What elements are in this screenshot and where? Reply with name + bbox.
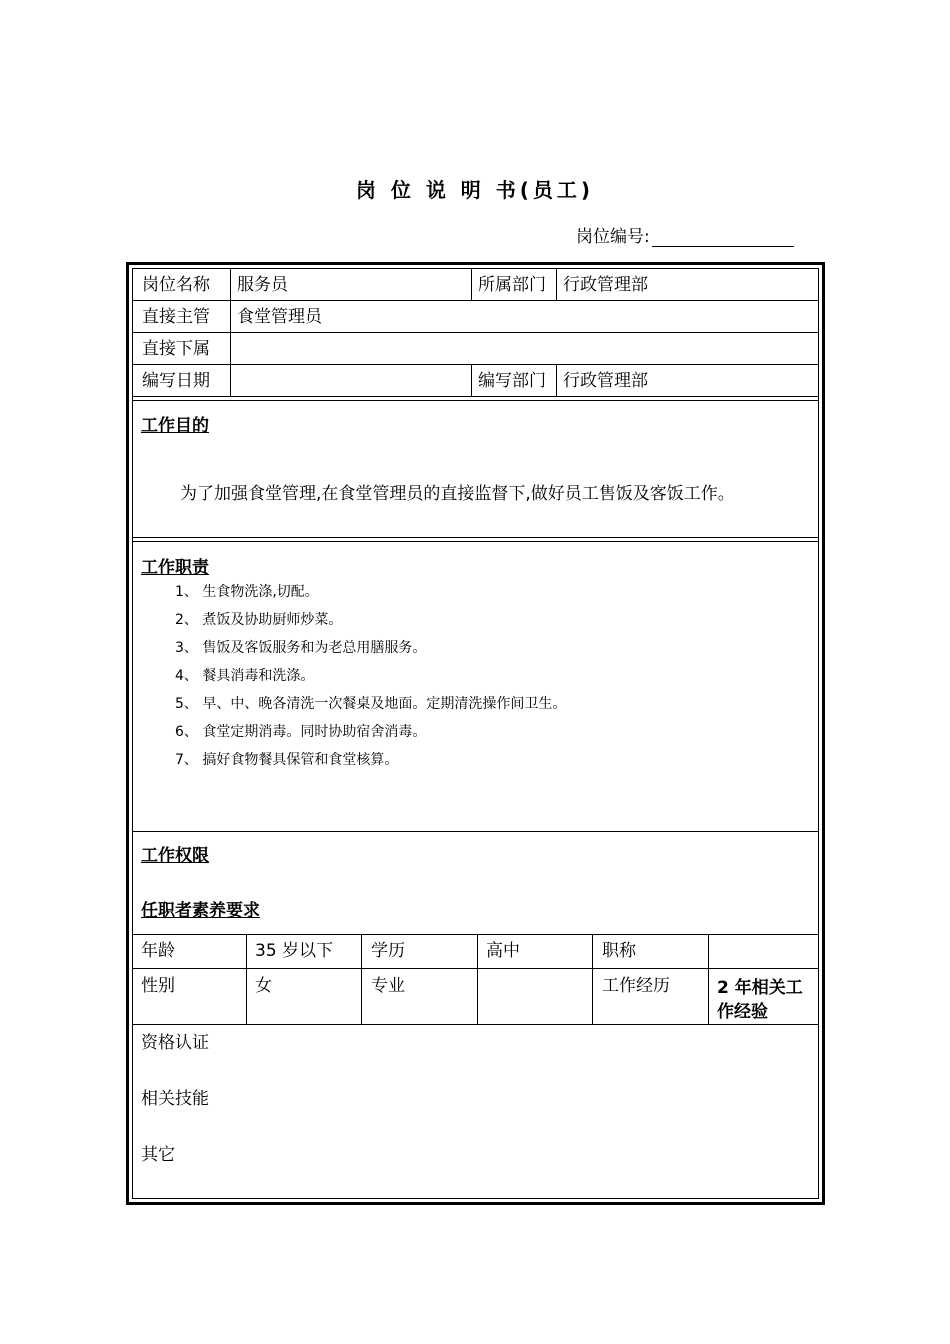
row-divider: [133, 968, 818, 969]
duty-item: 2、 煮饭及协助厨师炒菜。: [175, 612, 343, 628]
row-divider: [133, 364, 818, 365]
duty-item: 6、 食堂定期消毒。同时协助宿舍消毒。: [175, 724, 427, 740]
col-divider: [477, 934, 478, 1024]
section-divider: [133, 396, 818, 401]
col-divider: [361, 934, 362, 1024]
form-inner-border: [132, 268, 819, 1199]
major-label: 专业: [371, 976, 405, 996]
post-number-field: [576, 222, 794, 247]
duty-item: 1、 生食物洗涤,切配。: [175, 584, 319, 600]
col-divider: [556, 269, 557, 300]
duty-item: 5、 早、中、晚各清洗一次餐桌及地面。定期清洗操作间卫生。: [175, 696, 567, 712]
col-divider: [230, 269, 231, 396]
duty-item: 3、 售饭及客饭服务和为老总用膳服务。: [175, 640, 427, 656]
other-label: 其它: [141, 1145, 175, 1165]
authority-heading: 工作权限: [141, 846, 209, 866]
date-label: 编写日期: [142, 371, 210, 391]
col-divider: [708, 934, 709, 1024]
gender-label: 性别: [141, 976, 175, 996]
certification-label: 资格认证: [141, 1033, 209, 1053]
requirements-heading: 任职者素养要求: [141, 901, 260, 921]
subordinate-label: 直接下属: [142, 339, 210, 359]
row-divider: [133, 1024, 818, 1025]
purpose-heading: 工作目的: [141, 416, 209, 436]
experience-value: 2 年相关工作经验: [717, 978, 803, 1022]
document-title: 岗 位 说 明 书(员工): [355, 178, 595, 202]
row-divider: [133, 934, 818, 935]
department-label: 所属部门: [478, 275, 546, 295]
post-number-blank: [652, 227, 794, 247]
post-name-label: 岗位名称: [142, 275, 210, 295]
duties-heading: 工作职责: [141, 558, 209, 578]
supervisor-label: 直接主管: [142, 307, 210, 327]
age-label: 年龄: [141, 941, 175, 961]
duty-item: 7、 搞好食物餐具保管和食堂核算。: [175, 752, 399, 768]
row-divider: [133, 300, 818, 301]
education-value: 高中: [486, 941, 520, 961]
purpose-text: 为了加强食堂管理,在食堂管理员的直接监督下,做好员工售饭及客饭工作。: [180, 484, 735, 504]
job-description-form: [126, 262, 825, 1205]
col-divider: [471, 364, 472, 396]
col-divider: [556, 364, 557, 396]
gender-value: 女: [255, 976, 272, 996]
age-value: 35 岁以下: [255, 941, 334, 961]
col-divider: [592, 934, 593, 1024]
section-divider: [133, 537, 818, 542]
supervisor-value: 食堂管理员: [237, 307, 322, 327]
department-value: 行政管理部: [563, 275, 648, 295]
col-divider: [471, 269, 472, 300]
row-divider: [133, 332, 818, 333]
experience-label: 工作经历: [602, 976, 670, 996]
duty-item: 4、 餐具消毒和洗涤。: [175, 668, 315, 684]
education-label: 学历: [371, 941, 405, 961]
title-label: 职称: [602, 941, 636, 961]
author-dept-value: 行政管理部: [563, 371, 648, 391]
section-divider: [133, 831, 818, 832]
post-name-value: 服务员: [237, 275, 288, 295]
skills-label: 相关技能: [141, 1089, 209, 1109]
post-number-label: 岗位编号:: [576, 227, 650, 247]
author-dept-label: 编写部门: [478, 371, 546, 391]
col-divider: [246, 934, 247, 1024]
